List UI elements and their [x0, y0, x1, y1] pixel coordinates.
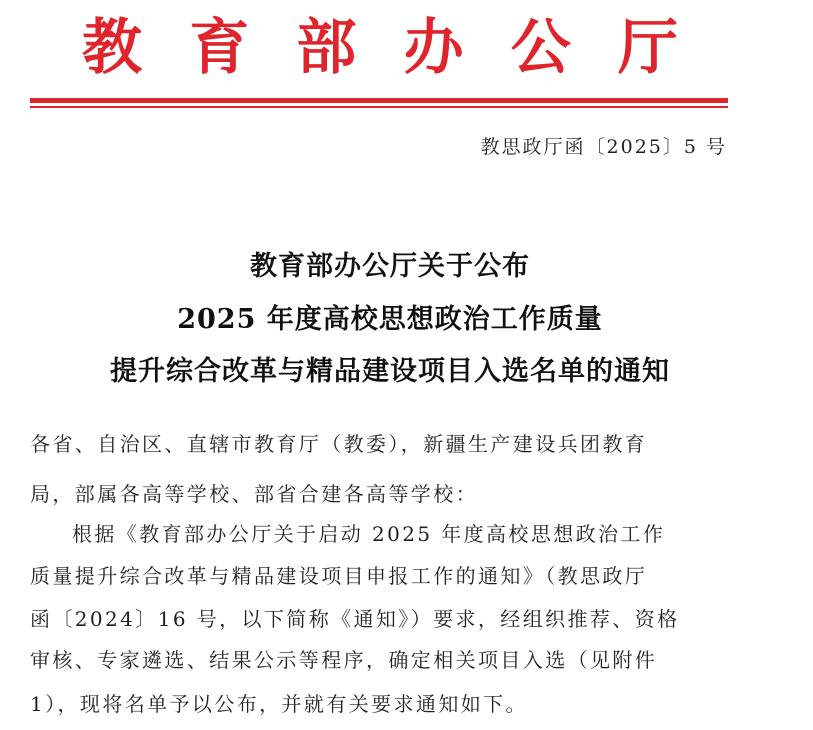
letterhead-char: 公 [510, 13, 571, 83]
letterhead-divider-thin [30, 106, 728, 108]
letterhead-char: 育 [189, 13, 250, 83]
document-title-line-1: 教育部办公厅关于公布 [250, 251, 530, 282]
letterhead-char: 办 [403, 13, 464, 83]
document-number: 教思政厅函〔2025〕5 号 [480, 136, 727, 158]
paragraph-line: 函〔2024〕16 号，以下简称《通知》）要求，经组织推荐、资格 [30, 607, 680, 631]
letterhead-char: 厅 [617, 13, 678, 83]
letterhead-char: 部 [296, 13, 357, 83]
letterhead-divider-thick [30, 98, 728, 103]
letterhead [30, 8, 728, 88]
document-title-line-2: 2025 年度高校思想政治工作质量 [177, 304, 603, 335]
paragraph-line: 质量提升综合改革与精品建设项目申报工作的通知》（教思政厅 [30, 564, 648, 588]
letterhead-char: 教 [82, 13, 142, 83]
addressee-line: 各省、自治区、直辖市教育厅（教委），新疆生产建设兵团教育 [30, 432, 648, 456]
paragraph-line: 1），现将名单予以公布，并就有关要求通知如下。 [30, 692, 528, 716]
paragraph-line: 审核、专家遴选、结果公示等程序，确定相关项目入选（见附件 [30, 648, 658, 672]
paragraph-line: 根据《教育部办公厅关于启动 2025 年度高校思想政治工作 [72, 522, 666, 546]
addressee-line: 局，部属各高等学校、部省合建各高等学校： [30, 482, 478, 506]
document-title-line-3: 提升综合改革与精品建设项目入选名单的通知 [110, 356, 670, 387]
